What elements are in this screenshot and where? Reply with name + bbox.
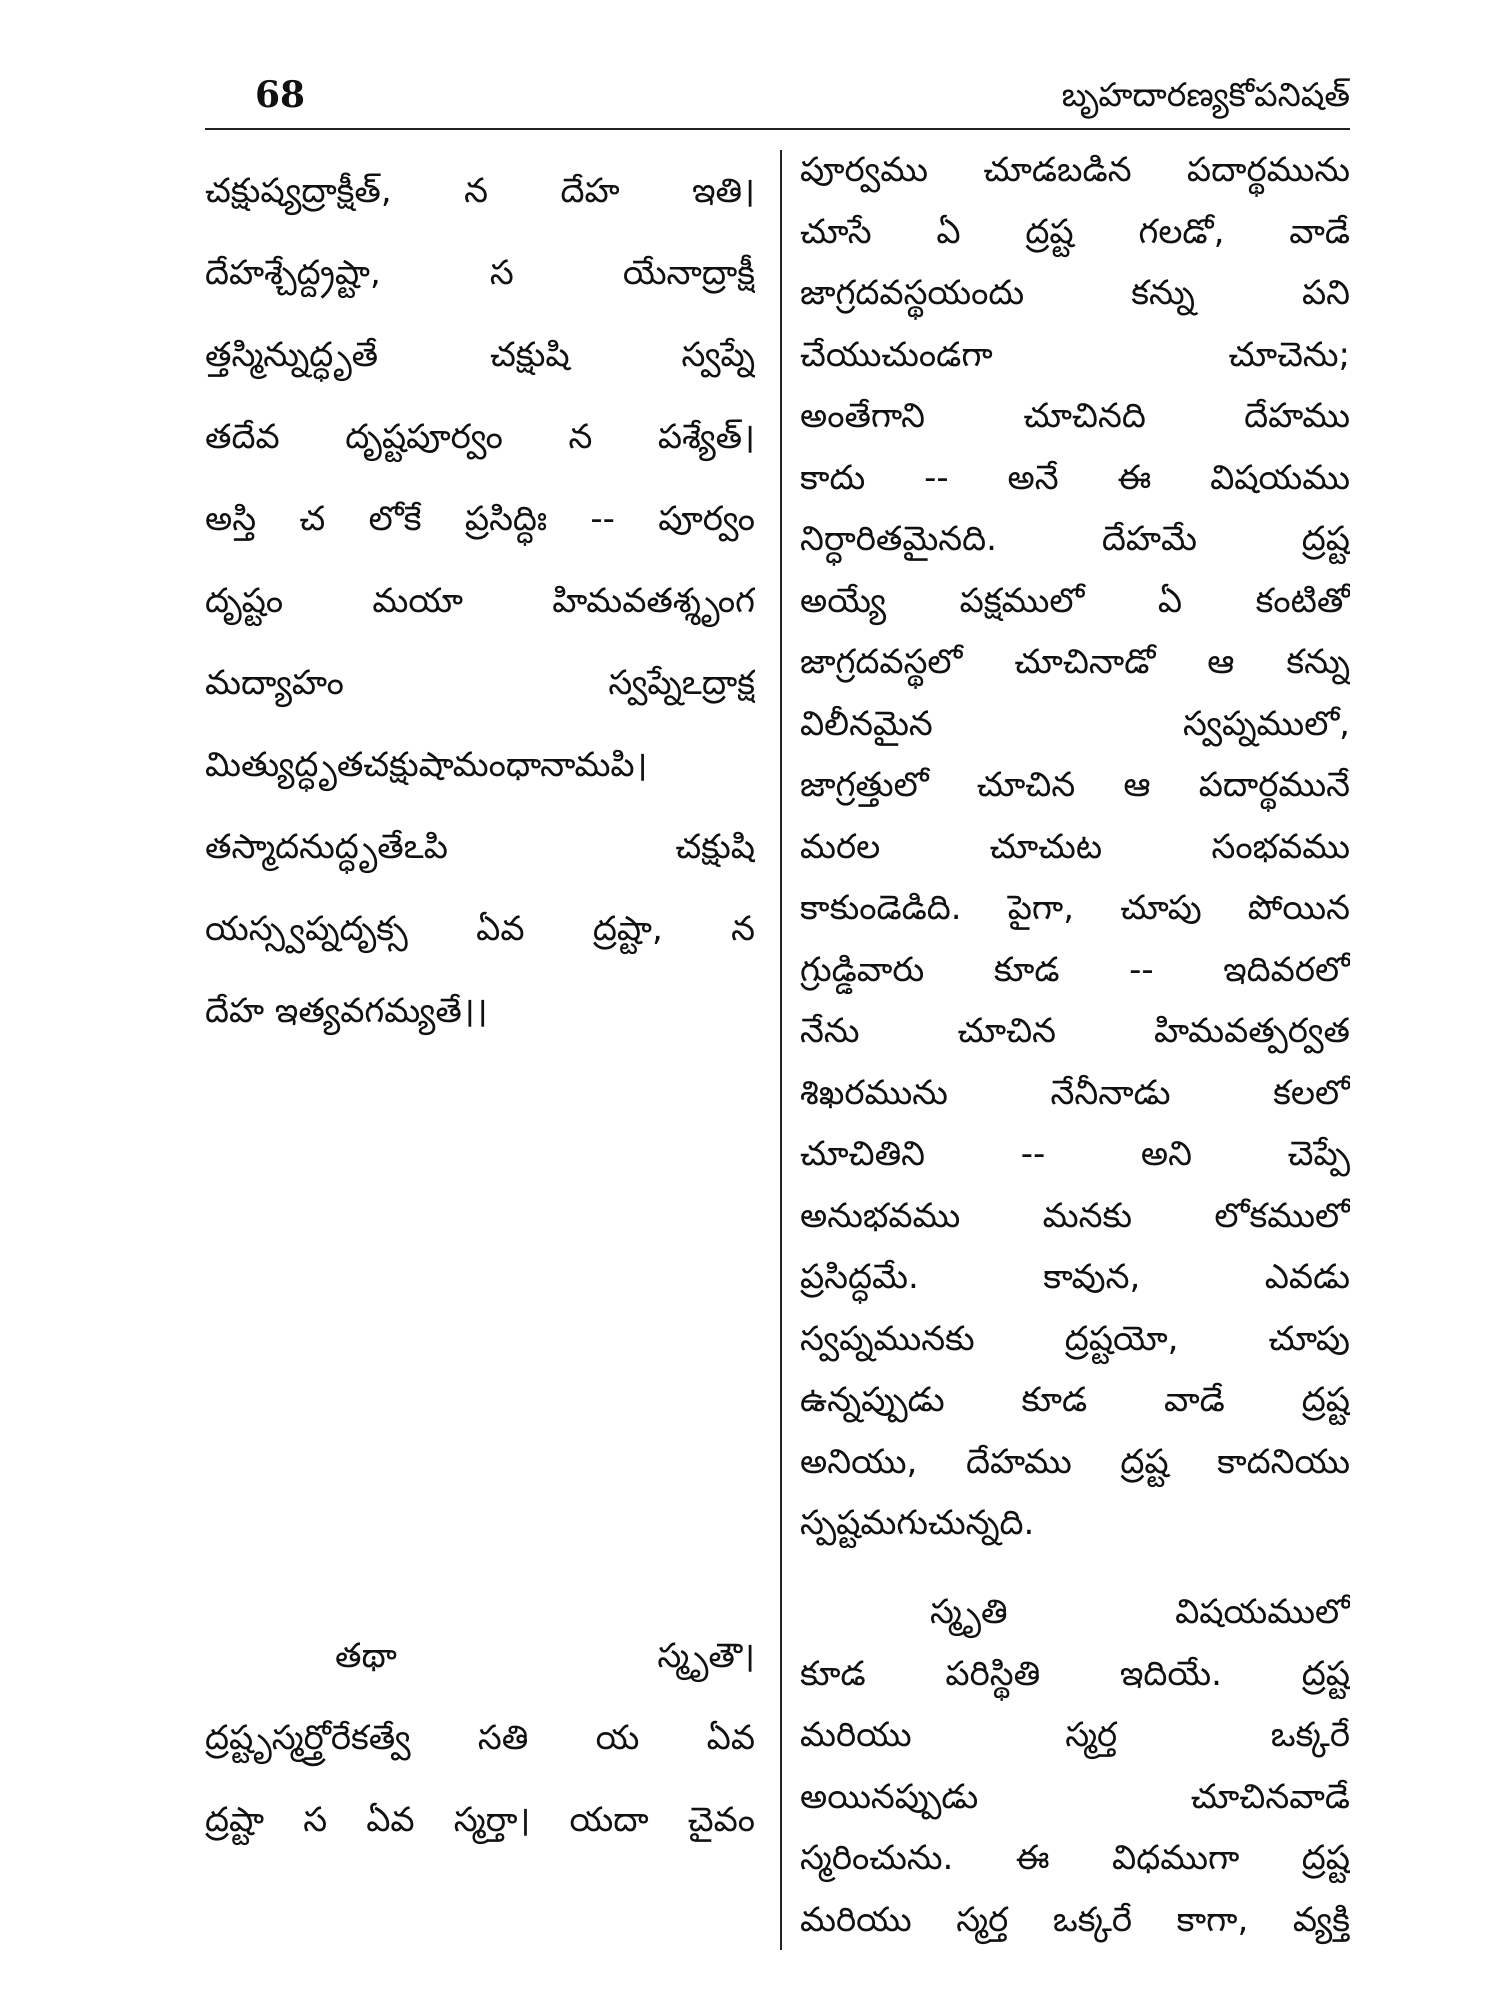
telugu-line: స్మృతి విషయములో [930, 1592, 1350, 1632]
telugu-line: అనియు, దేహము ద్రష్ట కాదనియు [800, 1441, 1350, 1482]
sanskrit-line: ద్రష్టా స ఏవ స్మర్తా। యదా చైవం [205, 1800, 755, 1840]
telugu-line: కాకుండెడిది. పైగా, చూపు పోయిన [800, 888, 1350, 928]
telugu-line: మరియు స్మర్త ఒక్కరే కాగా, వ్యక్తి [800, 1899, 1350, 1940]
telugu-line: పూర్వము చూడబడిన పదార్థమును [800, 150, 1350, 190]
sanskrit-line: మద్యాహం స్వప్నేఽద్రాక్ష [205, 663, 755, 703]
telugu-line: జాగ్రదవస్థలో చూచినాడో ఆ కన్ను [800, 642, 1350, 682]
column-divider [780, 150, 782, 1950]
telugu-line: జాగ్రదవస్థయందు కన్ను పని [800, 273, 1350, 313]
telugu-line: నేను చూచిన హిమవత్పర్వత [800, 1011, 1350, 1051]
sanskrit-line: దేహశ్చేద్ద్రష్టా, స యేనాద్రాక్షీ [205, 253, 755, 293]
telugu-line: మరియు స్మర్త ఒక్కరే [800, 1715, 1350, 1755]
running-title: బృహదారణ్యకోపనిషత్ [1061, 75, 1350, 114]
page-header [205, 70, 1350, 130]
telugu-line: అనుభవము మనకు లోకములో [800, 1195, 1350, 1236]
sanskrit-column-block-1 [205, 150, 755, 1052]
telugu-line: అయినప్పుడు చూచినవాడే [800, 1776, 1350, 1817]
page-number: 68 [255, 74, 306, 116]
telugu-line: మరల చూచుట సంభవము [800, 826, 1350, 867]
telugu-column-block-1 [800, 140, 1350, 1555]
telugu-line: చూసే ఏ ద్రష్ట గలడో, వాడే [800, 211, 1350, 252]
telugu-line: కాదు -- అనే ఈ విషయము [800, 457, 1350, 498]
sanskrit-line: మిత్యుద్ధృతచక్షుషామంధానామపి। [205, 745, 648, 785]
telugu-column-block-2 [800, 1582, 1350, 1951]
telugu-line: నిర్ధారితమైనది. దేహమే ద్రష్ట [800, 519, 1350, 559]
telugu-line: కూడ పరిస్థితి ఇదియే. ద్రష్ట [800, 1653, 1350, 1694]
sanskrit-column-block-2 [205, 1615, 755, 1861]
telugu-line: ప్రసిద్ధమే. కావున, ఎవడు [800, 1257, 1350, 1297]
telugu-line: గ్రుడ్డివారు కూడ -- ఇదివరలో [800, 949, 1350, 990]
telugu-line: ఉన్నప్పుడు కూడ వాడే ద్రష్ట [800, 1380, 1350, 1420]
header-rule [205, 128, 1350, 130]
sanskrit-line: అస్తి చ లోకే ప్రసిద్ధిః -- పూర్వం [205, 499, 755, 539]
telugu-line: అయ్యే పక్షములో ఏ కంటితో [800, 580, 1350, 621]
sanskrit-line: దృష్టం మయా హిమవతశ్శృంగ [205, 581, 755, 621]
telugu-line: స్పష్టమగుచున్నది. [800, 1503, 1035, 1543]
telugu-line: శిఖరమును నేనీనాడు కలలో [800, 1072, 1350, 1113]
telugu-line: స్వప్నమునకు ద్రష్టయో, చూపు [800, 1318, 1350, 1359]
telugu-line: చేయుచుండగా చూచెను; [800, 334, 1350, 375]
sanskrit-line: తదేవ దృష్టపూర్వం న పశ్యేత్। [205, 417, 755, 457]
sanskrit-line: త్తస్మిన్నుద్ధృతే చక్షుషి స్వప్నే [205, 335, 755, 375]
sanskrit-line: ద్రష్టృస్మర్త్రోరేకత్వే సతి య ఏవ [205, 1718, 755, 1758]
sanskrit-line: దేహ ఇత్యవగమ్యతే।। [205, 991, 488, 1031]
telugu-line: చూచితిని -- అని చెప్పే [800, 1134, 1350, 1174]
sanskrit-line: తస్మాదనుద్ధృతేఽపి చక్షుషి [205, 827, 755, 867]
telugu-line: స్మరించును. ఈ విధముగా ద్రష్ట [800, 1838, 1350, 1878]
sanskrit-line: తథా స్మృతౌ। [335, 1636, 755, 1676]
sanskrit-line: యస్స్వప్నదృక్స ఏవ ద్రష్టా, న [205, 909, 755, 949]
sanskrit-line: చక్షుష్యద్రాక్షీత్, న దేహ ఇతి। [205, 171, 755, 211]
telugu-line: అంతేగాని చూచినది దేహము [800, 396, 1350, 436]
telugu-line: జాగ్రత్తులో చూచిన ఆ పదార్థమునే [800, 765, 1350, 805]
telugu-line: విలీనమైన స్వప్నములో, [800, 703, 1350, 744]
